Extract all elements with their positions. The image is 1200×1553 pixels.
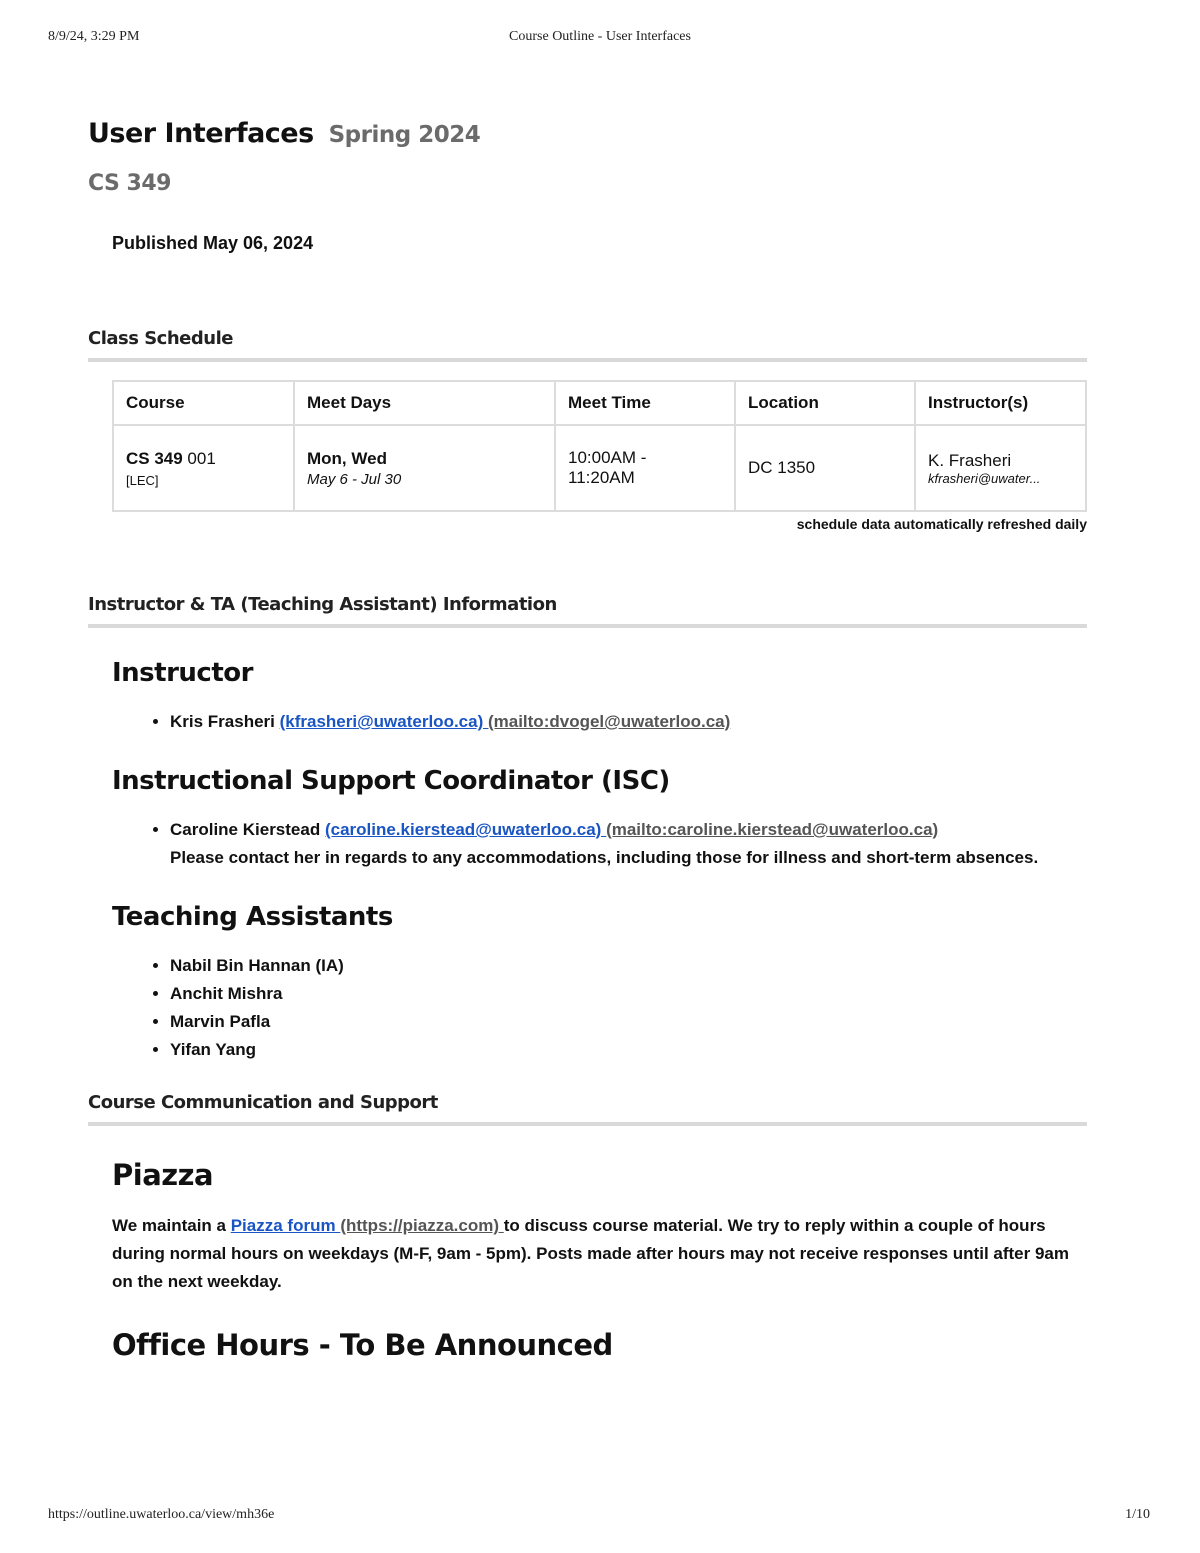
cell-meet-days bbox=[294, 425, 555, 511]
isc-list bbox=[112, 816, 1087, 872]
print-footer bbox=[0, 1507, 1200, 1525]
instructor-full-name: Kris Frasheri bbox=[170, 712, 280, 731]
print-page-number: 1/10 bbox=[1125, 1507, 1150, 1522]
list-item: • Yifan Yang bbox=[170, 1036, 1087, 1064]
cell-course bbox=[113, 425, 294, 511]
piazza-text-post: to discuss course material. We try to reply within a couple of hours during normal hours on weekdays (M-F, 9am - 5pm). Posts made after hours may not receive responses until after 9am on the next weekday. bbox=[112, 1216, 1069, 1291]
print-title: Course Outline - User Interfaces bbox=[509, 29, 691, 44]
office-hours-heading: Office Hours - To Be Announced bbox=[112, 1328, 613, 1362]
course-title bbox=[88, 112, 1087, 156]
course-title-text: User Interfaces bbox=[88, 118, 314, 149]
course-number: CS 349 bbox=[126, 448, 183, 468]
meet-dates: May 6 - Jul 30 bbox=[307, 470, 402, 488]
piazza-heading: Piazza bbox=[112, 1158, 214, 1192]
col-location: Location bbox=[735, 381, 915, 425]
print-datetime: 8/9/24, 3:29 PM bbox=[48, 29, 140, 44]
col-meet-days: Meet Days bbox=[294, 381, 555, 425]
cell-instructor bbox=[915, 425, 1086, 511]
isc-name: Caroline Kierstead bbox=[170, 820, 325, 839]
list-item bbox=[170, 708, 1087, 736]
print-url: https://outline.uwaterloo.ca/view/mh36e bbox=[48, 1507, 275, 1522]
cell-location: DC 1350 bbox=[735, 425, 915, 511]
print-header bbox=[0, 29, 1200, 47]
course-term: Spring 2024 bbox=[328, 122, 481, 148]
instructor-name: K. Frasheri bbox=[928, 450, 1012, 470]
isc-email[interactable]: (caroline.kierstead@uwaterloo.ca) bbox=[324, 820, 607, 839]
col-course: Course bbox=[113, 381, 294, 425]
col-instructors: Instructor(s) bbox=[915, 381, 1086, 425]
piazza-text-pre: We maintain a bbox=[112, 1216, 231, 1235]
course-code: CS 349 bbox=[88, 171, 171, 196]
schedule-header-row bbox=[113, 381, 1086, 425]
piazza-url[interactable]: (https://piazza.com) bbox=[340, 1216, 504, 1235]
ta-heading: Teaching Assistants bbox=[112, 902, 393, 932]
ta-list bbox=[112, 952, 1087, 1064]
list-item: • Anchit Mishra bbox=[170, 980, 1087, 1008]
isc-note: Please contact her in regards to any accommodations, including those for illness and short-term absences. bbox=[170, 848, 1039, 867]
isc-mailto[interactable]: (mailto:caroline.kierstead@uwaterloo.ca) bbox=[606, 820, 939, 839]
schedule-table bbox=[112, 380, 1087, 512]
instructor-email[interactable]: (kfrasheri@uwaterloo.ca) bbox=[279, 712, 488, 731]
course-type: [LEC] bbox=[126, 472, 159, 488]
published-date: Published May 06, 2024 bbox=[112, 233, 314, 253]
instructor-list bbox=[112, 708, 1087, 736]
list-item: • Nabil Bin Hannan (IA) bbox=[170, 952, 1087, 980]
cell-meet-time bbox=[555, 425, 735, 511]
schedule-note: schedule data automatically refreshed daily bbox=[796, 516, 1087, 532]
list-item: • Marvin Pafla bbox=[170, 1008, 1087, 1036]
course-outline bbox=[88, 112, 1087, 1364]
meet-time-start: 10:00AM - bbox=[568, 448, 647, 467]
col-meet-time: Meet Time bbox=[555, 381, 735, 425]
instructor-ta-heading: Instructor & TA (Teaching Assistant) Information bbox=[88, 592, 1087, 628]
piazza-paragraph bbox=[112, 1212, 1087, 1296]
instructor-heading: Instructor bbox=[112, 658, 253, 688]
instructor-email-link[interactable]: kfrasheri@uwater... bbox=[928, 470, 1041, 486]
piazza-forum-link[interactable]: Piazza forum bbox=[230, 1216, 341, 1235]
meet-days: Mon, Wed bbox=[307, 448, 387, 468]
course-section: 001 bbox=[182, 448, 216, 468]
communication-heading: Course Communication and Support bbox=[88, 1090, 1087, 1126]
meet-time-end: 11:20AM bbox=[568, 468, 635, 487]
instructor-mailto[interactable]: (mailto:dvogel@uwaterloo.ca) bbox=[487, 712, 731, 731]
table-row bbox=[113, 425, 1086, 511]
list-item bbox=[170, 816, 1087, 872]
isc-heading: Instructional Support Coordinator (ISC) bbox=[112, 766, 670, 796]
class-schedule-heading: Class Schedule bbox=[88, 326, 1087, 362]
